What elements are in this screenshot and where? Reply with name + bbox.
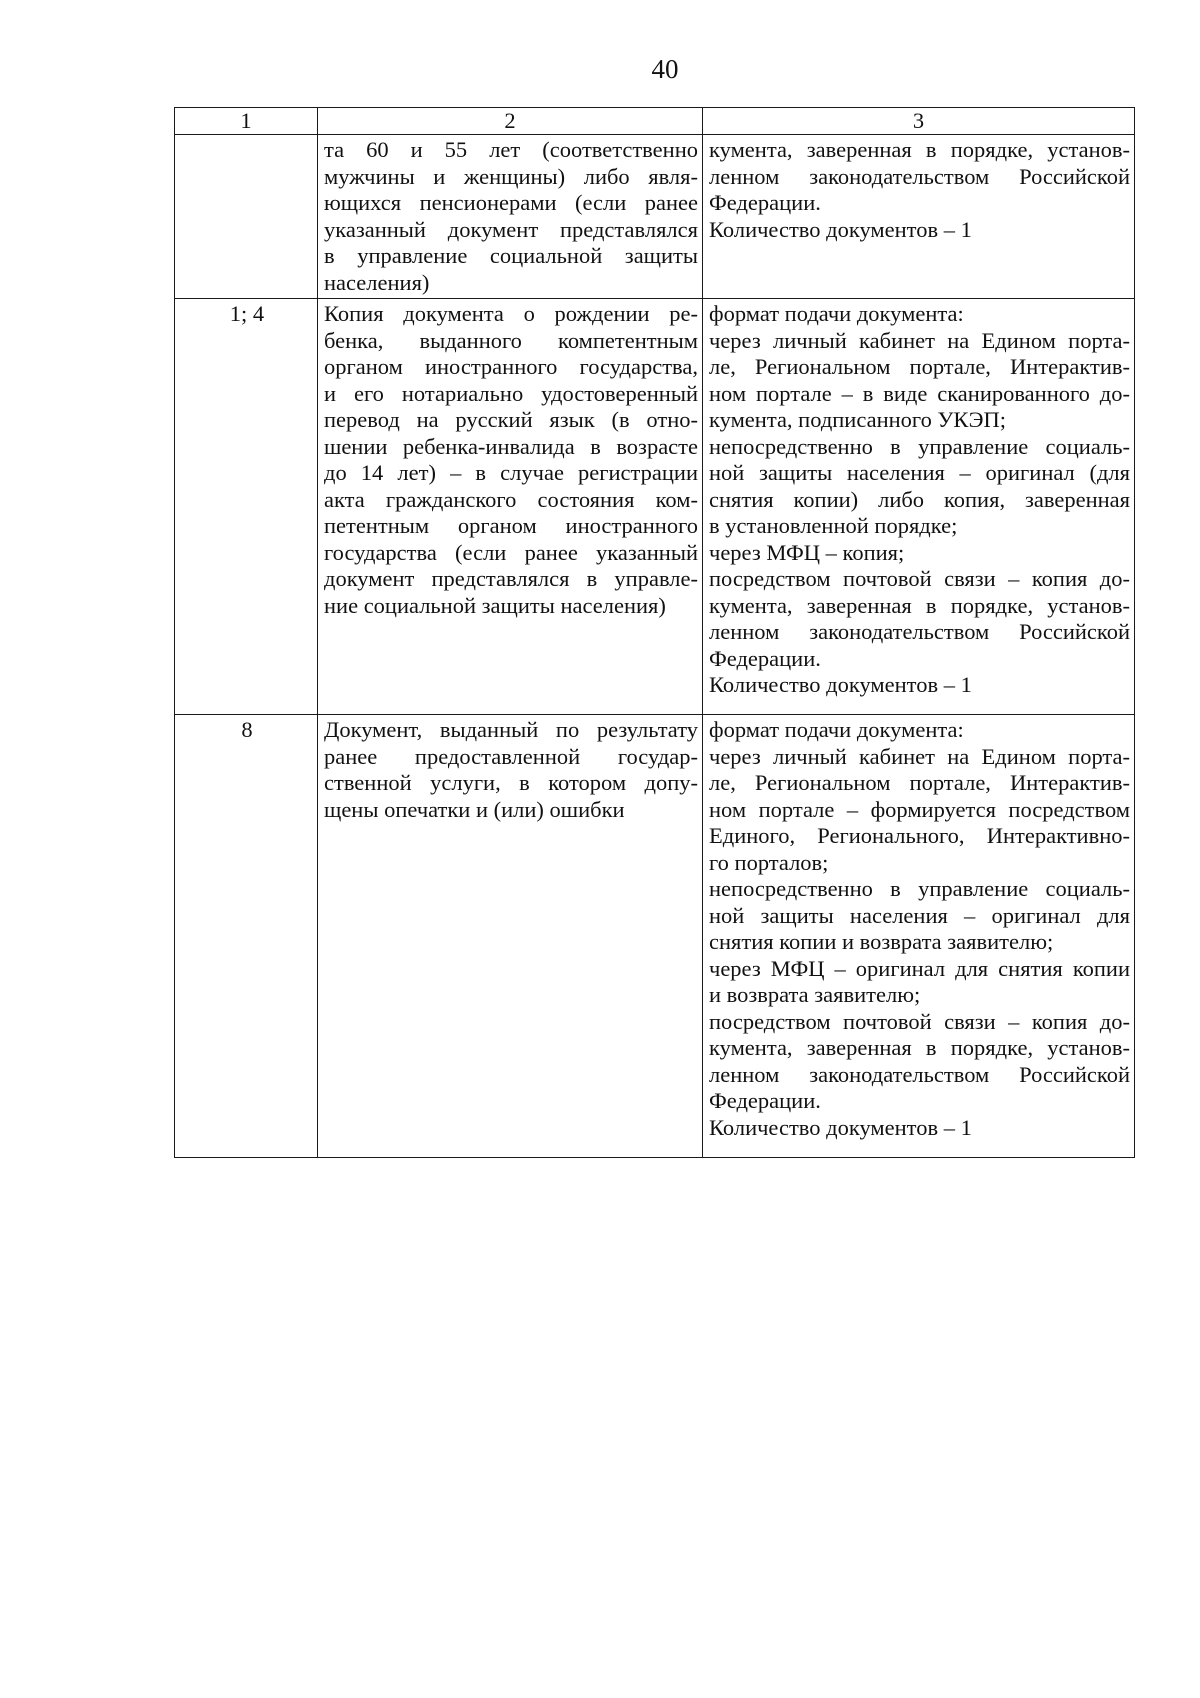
text-line: ленном законодательством Российской <box>709 163 1130 189</box>
text-line: через личный кабинет на Едином порта- <box>709 327 1130 353</box>
text-line: акта гражданского состояния ком- <box>324 486 698 512</box>
table-row <box>175 135 1135 299</box>
table-row <box>175 299 1135 715</box>
text-line: через личный кабинет на Едином порта- <box>709 743 1130 769</box>
column-header-2: 2 <box>318 108 703 135</box>
text-line: Федерации. <box>709 190 821 215</box>
document-description-cell <box>318 299 703 715</box>
text-line: Федерации. <box>709 645 821 671</box>
text-line: петентным органом иностранного <box>324 513 698 538</box>
text-line: через МФЦ – копия; <box>709 539 905 565</box>
text-line: кумента, заверенная в порядке, установ- <box>709 592 1130 618</box>
text-line: Федерации. <box>709 1088 821 1113</box>
text-line: щены опечатки и (или) ошибки <box>324 796 625 822</box>
column-header-1: 1 <box>175 108 318 135</box>
text-line: ном портале – формируется посредством <box>709 796 1130 822</box>
text-line: в установленной порядке; <box>709 513 958 538</box>
text-line: Количество документов – 1 <box>709 1114 972 1140</box>
text-line: кумента, заверенная в порядке, установ- <box>709 137 1130 162</box>
text-line: указанный документ представлялся <box>324 216 698 242</box>
text-line: ние социальной защиты населения) <box>324 592 666 618</box>
document-description-cell <box>318 135 703 299</box>
text-line: и его нотариально удостоверенный <box>324 380 698 406</box>
text-line: перевод на русский язык (в отно- <box>324 407 698 432</box>
text-line: ленном законодательством Российской <box>709 619 1130 644</box>
text-line: формат подачи документа: <box>709 717 964 742</box>
column-header-3: 3 <box>703 108 1135 135</box>
text-line: Документ, выданный по результату <box>324 717 698 742</box>
row-number-cell: 8 <box>175 715 318 1158</box>
text-line: органом иностранного государства, <box>324 354 698 379</box>
text-line: и возврата заявителю; <box>709 982 921 1007</box>
text-line: непосредственно в управление социаль- <box>709 876 1130 901</box>
text-line: та 60 и 55 лет (соответственно <box>324 137 698 162</box>
text-line: го порталов; <box>709 849 829 875</box>
text-line: населения) <box>324 269 430 295</box>
text-line: Копия документа о рождении ре- <box>324 301 698 326</box>
text-line: посредством почтовой связи – копия до- <box>709 566 1130 591</box>
text-line: Количество документов – 1 <box>709 672 972 697</box>
text-line: кумента, заверенная в порядке, установ- <box>709 1035 1130 1060</box>
text-line: ленном законодательством Российской <box>709 1061 1130 1087</box>
submission-format-cell <box>703 299 1135 715</box>
text-line: ственной услуги, в котором допу- <box>324 770 698 795</box>
text-line: мужчины и женщины) либо явля- <box>324 163 698 189</box>
submission-format-cell <box>703 715 1135 1158</box>
text-line: через МФЦ – оригинал для снятия копии <box>709 955 1130 981</box>
text-line: ной защиты населения – оригинал для <box>709 902 1130 928</box>
text-line: ле, Региональном портале, Интерактив- <box>709 770 1130 795</box>
text-line: непосредственно в управление социаль- <box>709 433 1130 459</box>
text-line: ле, Региональном портале, Интерактив- <box>709 354 1130 379</box>
text-line: шении ребенка-инвалида в возрасте <box>324 433 698 459</box>
submission-format-cell <box>703 135 1135 299</box>
row-number-cell <box>175 135 318 299</box>
text-line: ранее предоставленной государ- <box>324 743 698 769</box>
text-line: снятия копии) либо копия, заверенная <box>709 486 1130 512</box>
text-line: в управление социальной защиты <box>324 243 698 268</box>
table-header-row <box>175 108 1135 135</box>
table-row <box>175 715 1135 1158</box>
text-line: посредством почтовой связи – копия до- <box>709 1008 1130 1034</box>
text-line: формат подачи документа: <box>709 301 964 326</box>
table-body <box>175 135 1135 1158</box>
page-number: 40 <box>651 54 679 84</box>
text-line: кумента, подписанного УКЭП; <box>709 407 1007 432</box>
text-line: ной защиты населения – оригинал (для <box>709 460 1130 485</box>
text-line: Количество документов – 1 <box>709 216 972 242</box>
text-line: документ представлялся в управле- <box>324 566 698 591</box>
text-line: до 14 лет) – в случае регистрации <box>324 460 698 485</box>
document-description-cell <box>318 715 703 1158</box>
row-number-cell: 1; 4 <box>175 299 318 715</box>
text-line: ющихся пенсионерами (если ранее <box>324 190 698 215</box>
text-line: Единого, Регионального, Интерактивно- <box>709 823 1130 848</box>
text-line: снятия копии и возврата заявителю; <box>709 929 1054 954</box>
text-line: бенка, выданного компетентным <box>324 327 698 353</box>
text-line: ном портале – в виде сканированного до- <box>709 380 1130 406</box>
documents-table <box>174 107 1135 1158</box>
text-line: государства (если ранее указанный <box>324 539 698 565</box>
